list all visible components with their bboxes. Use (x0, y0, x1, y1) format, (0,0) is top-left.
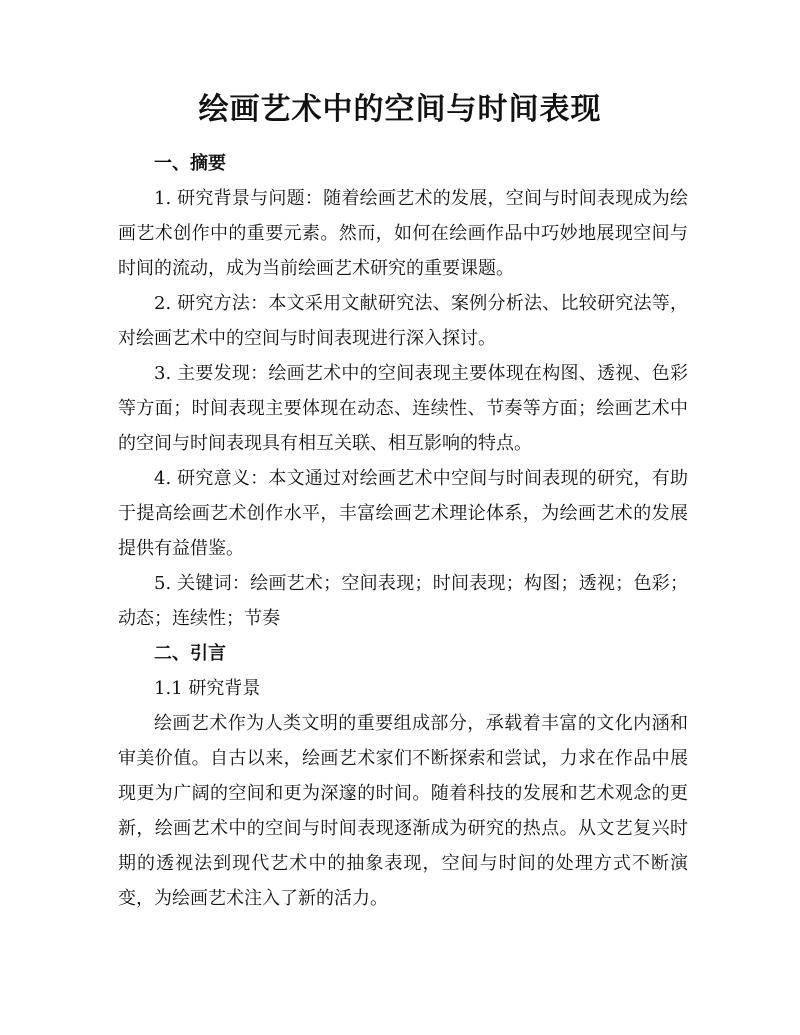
introduction-paragraph-1: 绘画艺术作为人类文明的重要组成部分，承载着丰富的文化内涵和审美价值。自古以来，绘画艺术家们不断探索和尝试，力求在作品中展现更为广阔的空间和更为深邃的时间。随着科技的发展和艺术观念的更新，绘画艺术中的空间与时间表现逐渐成为研究的热点。从文艺复兴时期的透视法到现代艺术中的抽象表现，空间与时间的处理方式不断演变，为绘画艺术注入了新的活力。 (118, 713, 688, 909)
document-title: 绘画艺术中的空间与时间表现 (198, 92, 602, 127)
introduction-subheading: 1.1 研究背景 (154, 678, 261, 699)
introduction-heading: 二、引言 (154, 643, 226, 664)
abstract-paragraph-5: 5. 关键词：绘画艺术；空间表现；时间表现；构图；透视；色彩；动态；连续性；节奏 (118, 573, 688, 629)
abstract-paragraph-3: 3. 主要发现：绘画艺术中的空间表现主要体现在构图、透视、色彩等方面；时间表现主要体现在动态、连续性、节奏等方面；绘画艺术中的空间与时间表现具有相互关联、相互影响的特点。 (118, 363, 688, 454)
abstract-heading: 一、摘要 (154, 153, 226, 174)
abstract-paragraph-2: 2. 研究方法：本文采用文献研究法、案例分析法、比较研究法等，对绘画艺术中的空间与时间表现进行深入探讨。 (118, 293, 688, 349)
abstract-paragraph-1: 1. 研究背景与问题：随着绘画艺术的发展，空间与时间表现成为绘画艺术创作中的重要元素。然而，如何在绘画作品中巧妙地展现空间与时间的流动，成为当前绘画艺术研究的重要课题。 (118, 188, 688, 279)
abstract-paragraph-4: 4. 研究意义：本文通过对绘画艺术中空间与时间表现的研究，有助于提高绘画艺术创作水平，丰富绘画艺术理论体系，为绘画艺术的发展提供有益借鉴。 (118, 468, 688, 559)
document-body (118, 146, 688, 916)
